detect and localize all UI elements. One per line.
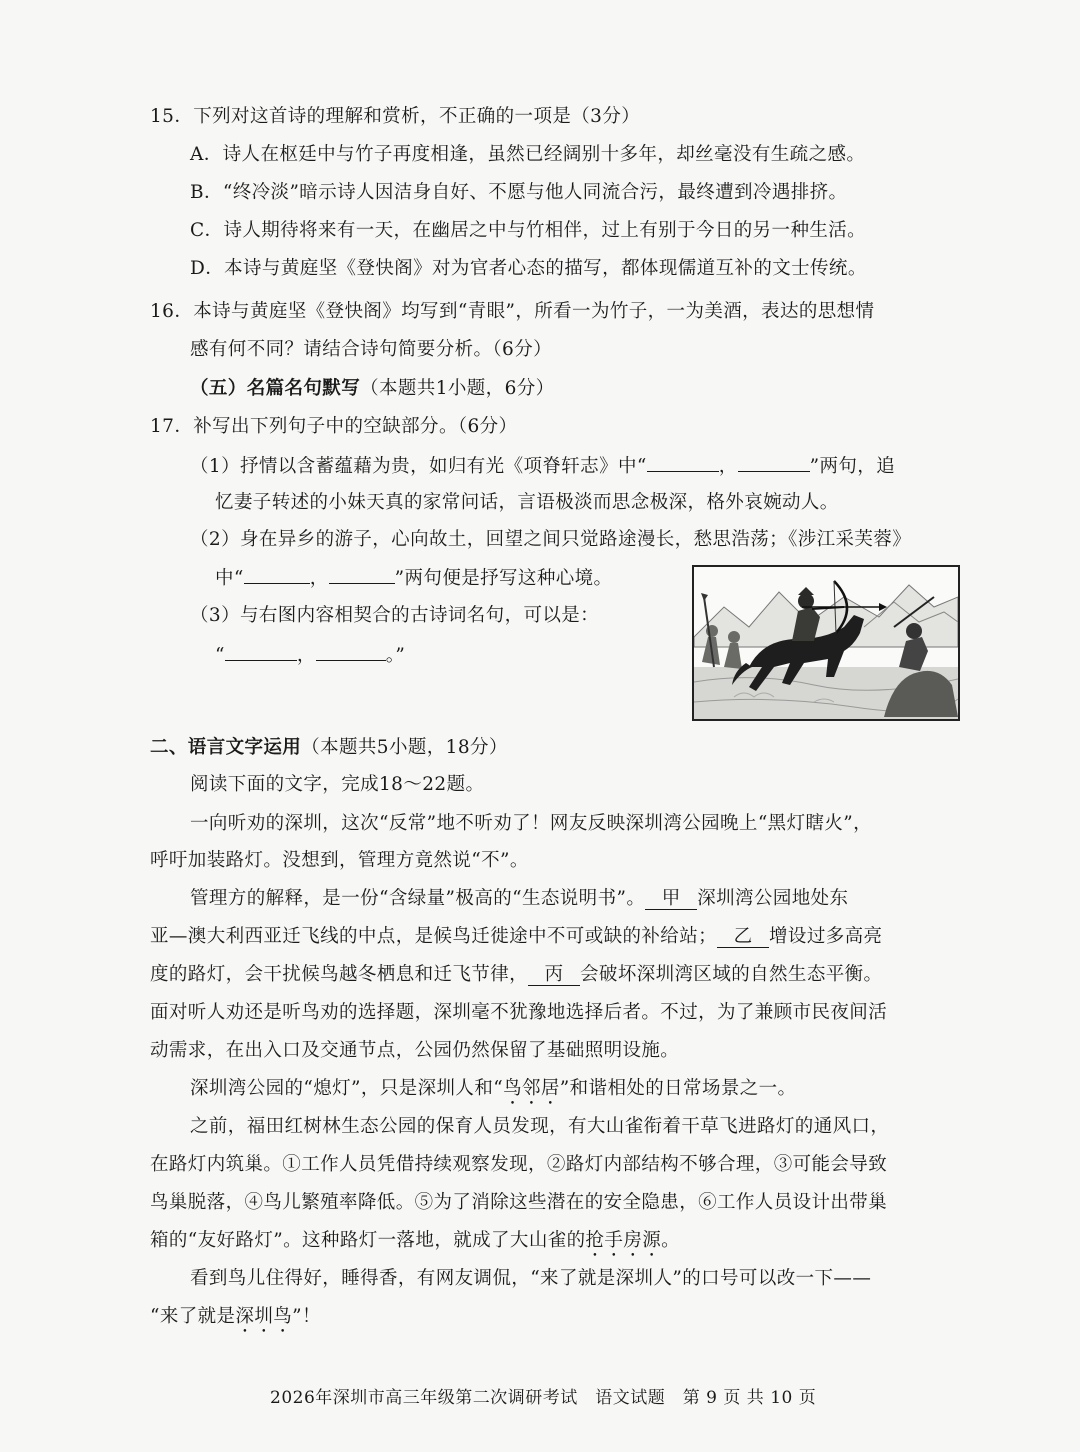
passage-p3-pre: 深圳湾公园的“熄灯”，只是深圳人和“	[190, 1078, 504, 1099]
q17-stem: 17．补写出下列句子中的空缺部分。（6分）	[150, 416, 518, 437]
section-2-title: 二、语言文字运用	[150, 737, 302, 758]
passage-p2-line2	[150, 925, 882, 949]
section-5-heading	[190, 377, 555, 401]
blank-label-jia: 甲	[645, 889, 697, 910]
passage-p4-emphasis: 抢手房源	[585, 1230, 662, 1251]
passage-p4-line4	[150, 1229, 680, 1261]
q16-stem-line1: 16．本诗与黄庭坚《登快阁》均写到“青眼”，所看一为竹子，一为美酒，表达的思想情	[150, 301, 875, 322]
passage-p2-line1	[190, 887, 848, 911]
passage-p5-emphasis: 深圳鸟	[235, 1306, 293, 1327]
q17-part1-pre: （1）抒情以含蓄蕴藉为贵，如归有光《项脊轩志》中“	[190, 456, 647, 477]
q17-part2-sep: ，	[309, 568, 329, 589]
passage-p4-line1: 之前，福田红树林生态公园的保育人员发现，有大山雀衔着干草飞进路灯的通风口，	[190, 1116, 890, 1137]
archer-on-horseback-icon	[694, 567, 958, 719]
section-5-title: （五）名篇名句默写	[190, 378, 361, 399]
passage-p4-line4-post: 。	[661, 1230, 681, 1251]
q15-option-a: A．诗人在枢廷中与竹子再度相逢，虽然已经阔别十多年，却丝毫没有生疏之感。	[190, 144, 866, 165]
q17-part2-post: ”两句便是抒写这种心境。	[394, 568, 613, 589]
q16-stem-line2: 感有何不同？请结合诗句简要分析。（6分）	[190, 339, 553, 360]
passage-p5-line2-pre: “来了就是	[150, 1306, 236, 1327]
q17-part1-line1	[190, 454, 895, 479]
reading-instruction: 阅读下面的文字，完成18～22题。	[190, 774, 485, 795]
passage-p5-line2	[150, 1305, 321, 1337]
q17-part2-blank-1	[244, 566, 310, 584]
section-2-note: （本题共5小题，18分）	[301, 737, 508, 758]
q17-part1-blank-1	[647, 454, 719, 472]
passage-p3-post: ”和谐相处的日常场景之一。	[559, 1078, 797, 1099]
passage-p1-line2: 呼吁加装路灯。没想到，管理方竟然说“不”。	[150, 850, 529, 871]
passage-p2-line2-post: 增设过多高亮	[769, 926, 883, 947]
archer-illustration	[692, 565, 960, 721]
q17-part3-line2	[215, 643, 405, 668]
q15-option-b: B．“终冷淡”暗示诗人因洁身自好、不愿与他人同流合污，最终遭到冷遇排挤。	[190, 182, 848, 203]
passage-p2-line3-post: 会破坏深圳湾区域的自然生态平衡。	[580, 964, 883, 985]
q17-part2-blank-2	[329, 566, 395, 584]
passage-p2-line2-pre: 亚—澳大利西亚迁飞线的中点，是候鸟迁徙途中不可或缺的补给站；	[150, 926, 718, 947]
page-footer: 2026年深圳市高三年级第二次调研考试 语文试题 第 9 页 共 10 页	[270, 1388, 817, 1408]
blank-label-bing: 丙	[528, 965, 580, 986]
q15-option-c: C．诗人期待将来有一天，在幽居之中与竹相伴，过上有别于今日的另一种生活。	[190, 220, 867, 241]
passage-p3	[190, 1077, 796, 1109]
passage-p2-line1-pre: 管理方的解释，是一份“含绿量”极高的“生态说明书”。	[190, 888, 646, 909]
passage-p4-line4-pre: 箱的“友好路灯”。这种路灯一落地，就成了大山雀的	[150, 1230, 586, 1251]
passage-p3-emphasis: 鸟邻居	[503, 1078, 560, 1099]
q15-stem: 15．下列对这首诗的理解和赏析，不正确的一项是（3分）	[150, 106, 641, 127]
section-2-heading	[150, 736, 508, 760]
q17-part1-sep: ，	[718, 456, 738, 477]
q17-part1-line2: 忆妻子转述的小妹天真的家常问话，言语极淡而思念极深，格外哀婉动人。	[215, 492, 839, 513]
q17-part2-line2	[215, 566, 612, 591]
q17-part3-blank-1	[225, 643, 297, 661]
q17-part1-post: ”两句，追	[809, 456, 896, 477]
passage-p1-line1: 一向听劝的深圳，这次“反常”地不听劝了！网友反映深圳湾公园晚上“黑灯瞎火”，	[190, 813, 873, 834]
passage-p5-line1: 看到鸟儿住得好，睡得香，有网友调侃，“来了就是深圳人”的口号可以改一下——	[190, 1268, 872, 1289]
q17-part2-pre: 中“	[215, 568, 244, 589]
blank-label-yi: 乙	[717, 927, 769, 948]
q17-part3-sep: ，	[296, 645, 316, 666]
q17-part3-post: 。”	[385, 645, 406, 666]
passage-p2-line3-pre: 度的路灯，会干扰候鸟越冬栖息和迁飞节律，	[150, 964, 529, 985]
passage-p5-line2-post: ”！	[292, 1306, 321, 1327]
q17-part1-blank-2	[738, 454, 810, 472]
q17-part3-line1: （3）与右图内容相契合的古诗词名句，可以是：	[190, 605, 600, 626]
section-5-note: （本题共1小题，6分）	[360, 378, 555, 399]
passage-p2-line1-post: 深圳湾公园地处东	[697, 888, 849, 909]
q17-part2-line1: （2）身在异乡的游子，心向故土，回望之间只觉路途漫长，愁思浩荡；《涉江采芙蓉》	[190, 529, 912, 550]
passage-p2-line5: 动需求，在出入口及交通节点，公园仍然保留了基础照明设施。	[150, 1040, 680, 1061]
passage-p2-line3	[150, 963, 882, 987]
q17-part3-blank-2	[316, 643, 386, 661]
passage-p4-line3: 鸟巢脱落，④鸟儿繁殖率降低。⑤为了消除这些潜在的安全隐患，⑥工作人员设计出带巢	[150, 1192, 888, 1213]
q15-option-d: D．本诗与黄庭坚《登快阁》对为官者心态的描写，都体现儒道互补的文士传统。	[190, 258, 867, 279]
q17-part3-pre: “	[215, 645, 225, 666]
passage-p2-line4: 面对听人劝还是听鸟劝的选择题，深圳毫不犹豫地选择后者。不过，为了兼顾市民夜间活	[150, 1002, 888, 1023]
passage-p4-line2: 在路灯内筑巢。①工作人员凭借持续观察发现，②路灯内部结构不够合理，③可能会导致	[150, 1154, 888, 1175]
